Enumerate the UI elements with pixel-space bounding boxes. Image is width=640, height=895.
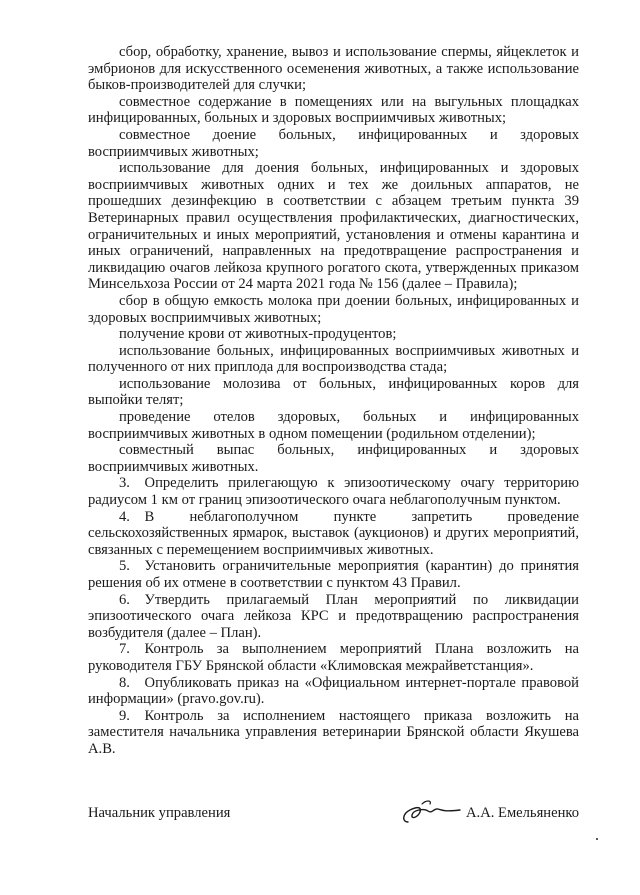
paragraph-5: сбор в общую емкость молока при доении больных, инфицированных и здоровых восприимчивых животных; <box>88 292 579 326</box>
paragraph-1: сбор, обработку, хранение, вывоз и использование спермы, яйцеклеток и эмбрионов для искусственного осеменения животных, а также использование быков-производителей для случки; <box>88 44 579 94</box>
paragraph-10: совместный выпас больных, инфицированных и здоровых восприимчивых животных. <box>88 442 579 475</box>
signatory-name: А.А. Емельяненко <box>466 805 580 821</box>
paragraph-7: использование больных, инфицированных восприимчивых животных и полученного от них приплода для воспроизводства стада; <box>88 342 579 376</box>
item-4: 4. В неблагополучном пункте запретить проведение сельскохозяйственных ярмарок, выставок (аукционов) и других мероприятий, связанных с перемещением восприимчивых животных. <box>88 508 579 558</box>
paragraph-9: проведение отелов здоровых, больных и инфицированных восприимчивых животных в одном помещении (родильном отделении); <box>88 409 579 442</box>
document-body <box>88 44 579 758</box>
item-7: 7. Контроль за выполнением мероприятий Плана возложить на руководителя ГБУ Брянской области «Климовская межрайветстанция». <box>88 641 579 674</box>
item-9: 9. Контроль за исполнением настоящего приказа возложить на заместителя начальника управления ветеринарии Брянской области Якушева А.В. <box>88 707 579 757</box>
margin-dot <box>596 838 598 840</box>
paragraph-8: использование молозива от больных, инфицированных коров для выпойки телят; <box>88 375 579 409</box>
paragraph-3: совместное доение больных, инфицированных и здоровых восприимчивых животных; <box>88 126 579 160</box>
paragraph-4: использование для доения больных, инфицированных и здоровых восприимчивых животных одних и тех же доильных аппаратов, не прошедших дезинфекцию в соответствии с абзацем третьим пункта 39 Ветеринарных правил осуществления профилактических, диагностических, ограничительных и иных мероприятий, установления и отмены карантина и иных ограничений, направленных на предотвращение распространения и ликвидацию очагов лейкоза крупного рогатого скота, утвержденных приказом Минсельхоза России от 24 марта 2021 года № 156 (далее – Правила); <box>88 160 579 293</box>
item-3: 3. Определить прилегающую к эпизоотическому очагу территорию радиусом 1 км от границ эпизоотического очага неблагополучным пунктом. <box>88 475 579 509</box>
item-6: 6. Утвердить прилагаемый План мероприятий по ликвидации эпизоотического очага лейкоза КРС и предотвращению распространения возбудителя (далее – План). <box>88 591 579 641</box>
item-5: 5. Установить ограничительные мероприятия (карантин) до принятия решения об их отмене в соответствии с пунктом 43 Правил. <box>88 558 579 591</box>
handwritten-signature <box>398 792 462 828</box>
paragraph-2: совместное содержание в помещениях или на выгульных площадках инфицированных, больных и здоровых восприимчивых животных; <box>88 93 579 127</box>
item-8: 8. Опубликовать приказ на «Официальном интернет-портале правовой информации» (pravo.gov.ru). <box>88 674 579 708</box>
paragraph-6: получение крови от животных-продуцентов; <box>119 326 397 343</box>
signatory-title: Начальник управления <box>88 805 231 821</box>
